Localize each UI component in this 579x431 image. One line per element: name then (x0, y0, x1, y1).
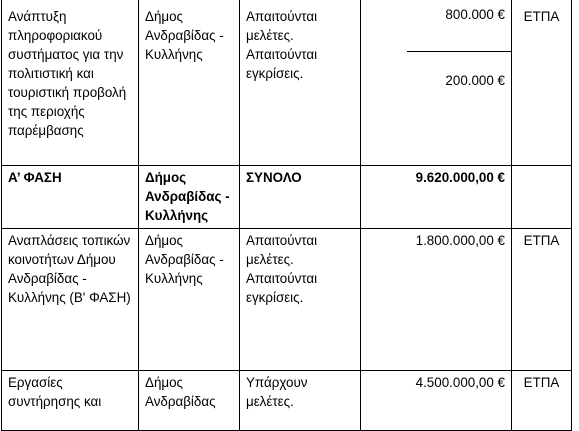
amount-cell: 4.500.000,00 € (361, 371, 512, 431)
status-cell: Απαιτούνται μελέτες. Απαιτούνται εγκρίσεις. (240, 229, 361, 371)
fund-cell: ΕΤΠΑ (512, 0, 572, 166)
body-cell: Δήμος Ανδραβίδας - Κυλλήνης (139, 0, 240, 166)
amount-cell: 9.620.000,00 € (361, 166, 512, 229)
project-cell: Α’ ΦΑΣΗ (2, 166, 139, 229)
table-row (2, 229, 572, 371)
body-cell: Δήμος Ανδραβίδας - Κυλλήνης (139, 229, 240, 371)
fund-cell (512, 166, 572, 229)
project-cell: Εργασίες συντήρησης και (2, 371, 139, 431)
table-row (2, 0, 572, 166)
amount-value: 800.000 € (445, 7, 505, 22)
status-cell: Απαιτούνται μελέτες. Απαιτούνται εγκρίσεις. (240, 0, 361, 166)
project-cell: Αναπλάσεις τοπικών κοινοτήτων Δήμου Ανδραβίδας - Κυλλήνης (Β' ΦΑΣΗ) (2, 229, 139, 371)
amount-value-secondary: 200.000 € (445, 73, 505, 88)
amount-cell (361, 0, 512, 166)
table-row (2, 371, 572, 431)
status-cell: Υπάρχουν μελέτες. (240, 371, 361, 431)
amount-cell: 1.800.000,00 € (361, 229, 512, 371)
body-cell: Δήμος Ανδραβίδας (139, 371, 240, 431)
table-row-total (2, 166, 572, 229)
body-cell: Δήμος Ανδραβίδας - Κυλλήνης (139, 166, 240, 229)
fund-cell: ΕΤΠΑ (512, 229, 572, 371)
amount-divider (407, 24, 511, 52)
fund-cell: ΕΤΠΑ (512, 371, 572, 431)
project-cell: Ανάπτυξη πληροφοριακού συστήματος για την πολιτιστική και τουριστική προβολή της περιοχής παρέμβασης (2, 0, 139, 166)
status-cell: ΣΥΝΟΛΟ (240, 166, 361, 229)
projects-table (1, 0, 572, 431)
